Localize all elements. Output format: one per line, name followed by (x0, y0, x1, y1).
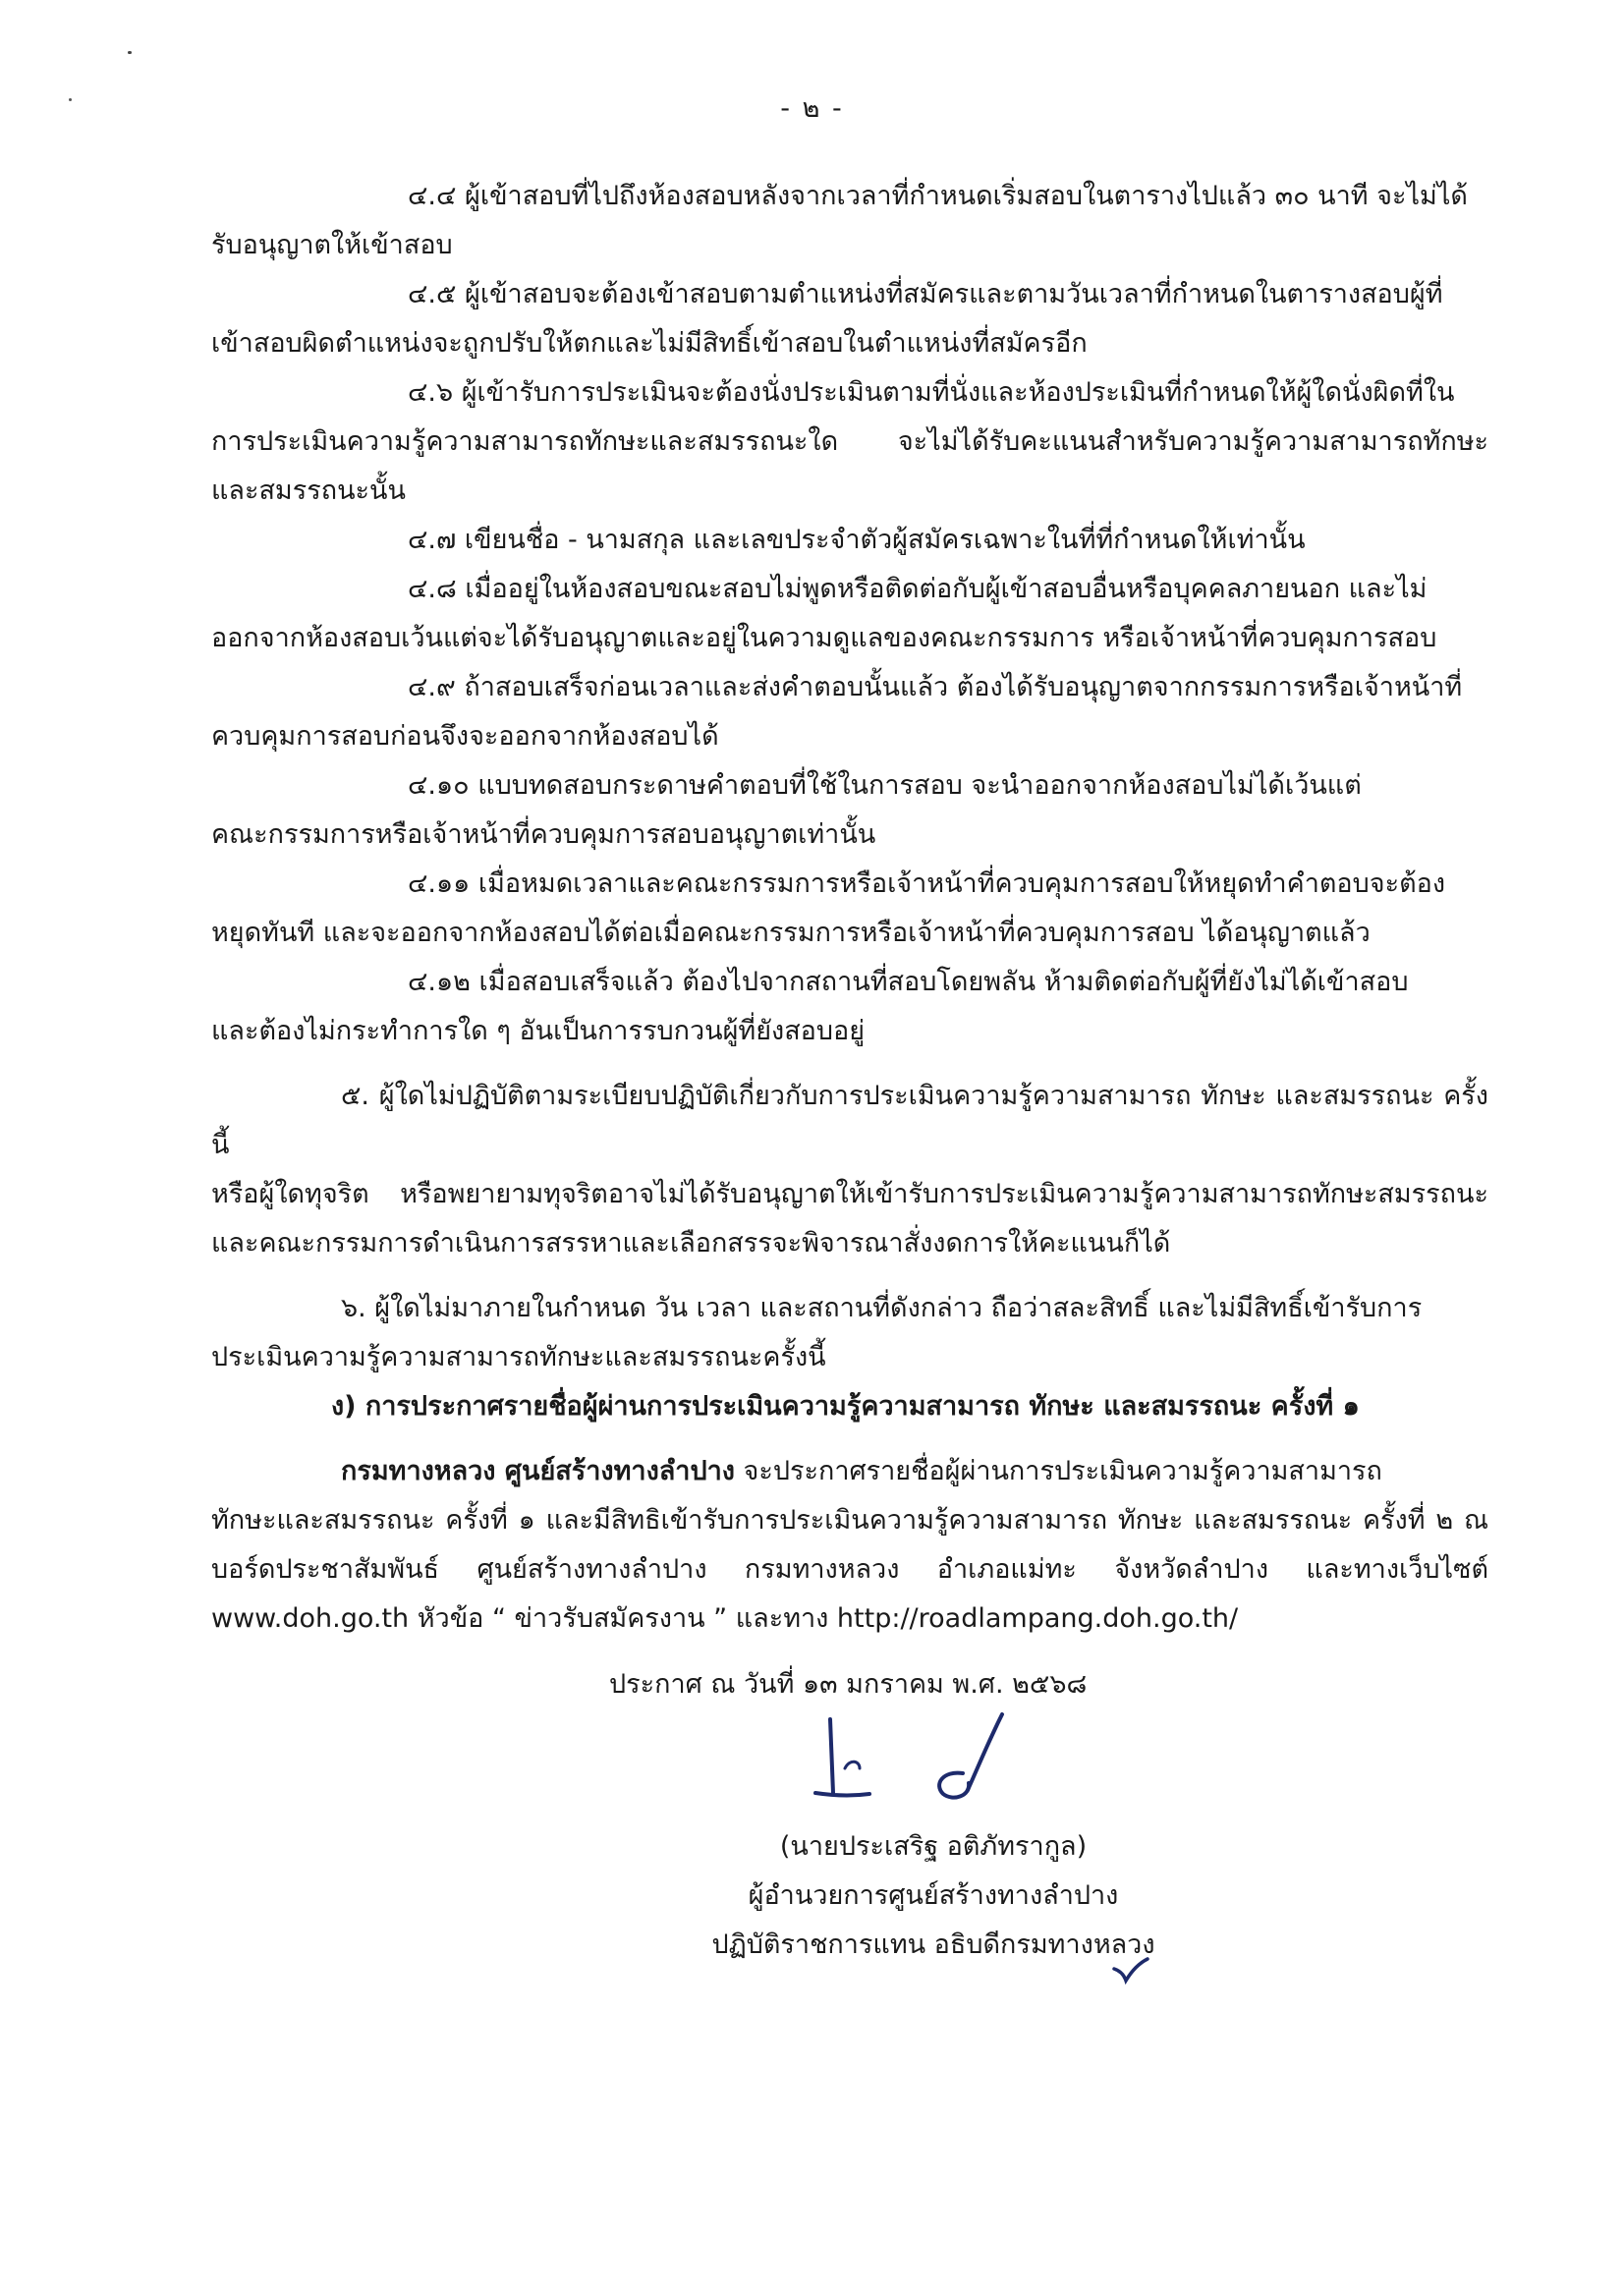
section-first-line: ๖. ผู้ใดไม่มาภายในกำหนด วัน เวลา และสถานที่ดังกล่าว ถือว่าสละสิทธิ์ และไม่มีสิทธิ์เข้ารับการ (341, 1293, 1423, 1323)
initial-mark-icon (1110, 1955, 1149, 1985)
rule-continuation: หยุดทันที และจะออกจากห้องสอบได้ต่อเมื่อคณะกรรมการหรือเจ้าหน้าที่ควบคุมการสอบ ได้อนุญาตแล้ว (211, 918, 1371, 948)
rule-first-line: ๔.๘ เมื่ออยู่ในห้องสอบขณะสอบไม่พูดหรือติดต่อกับผู้เข้าสอบอื่นหรือบุคคลภายนอก และไม่ (408, 574, 1428, 604)
rule-4-11 (211, 860, 1488, 958)
rule-first-line: ๔.๑๒ เมื่อสอบเสร็จแล้ว ต้องไปจากสถานที่สอบโดยพลัน ห้ามติดต่อกับผู้ที่ยังไม่ได้เข้าสอบ (408, 967, 1409, 997)
rule-4-10 (211, 761, 1488, 860)
announcement-date: ประกาศ ณ วันที่ ๑๓ มกราคม พ.ศ. ๒๕๖๘ (609, 1669, 1088, 1700)
rule-continuation: การประเมินความรู้ความสามารถทักษะและสมรรถนะใด จะไม่ได้รับคะแนนสำหรับความรู้ความสามารถทักษะ และสมรรถนะนั้น (211, 426, 1488, 506)
scan-speck (128, 51, 132, 54)
handwritten-signature (806, 1700, 1022, 1818)
signatory-position: ผู้อำนวยการศูนย์สร้างทางลำปาง (748, 1880, 1119, 1911)
announcement-paragraph (211, 1447, 1488, 1644)
rule-first-line: ๔.๑๐ แบบทดสอบกระดาษคำตอบที่ใช้ในการสอบ จะนำออกจากห้องสอบไม่ได้เว้นแต่ (408, 770, 1362, 801)
rule-continuation: คณะกรรมการหรือเจ้าหน้าที่ควบคุมการสอบอนุญาตเท่านั้น (211, 819, 876, 850)
rule-first-line: ๔.๑๑ เมื่อหมดเวลาและคณะกรรมการหรือเจ้าหน้าที่ควบคุมการสอบให้หยุดทำคำตอบจะต้อง (408, 868, 1446, 899)
document-body (211, 172, 1488, 1644)
section-6 (211, 1284, 1488, 1382)
rule-first-line: ๔.๔ ผู้เข้าสอบที่ไปถึงห้องสอบหลังจากเวลาที่กำหนดเริ่มสอบในตารางไปแล้ว ๓๐ นาที จะไม่ได้ (408, 181, 1468, 211)
announcement-continuation: ทักษะและสมรรถนะ ครั้งที่ ๑ และมีสิทธิเข้ารับการประเมินความรู้ความสามารถ ทักษะ และสมรรถนะ ครั้งที่ ๒ ณ บอร์ดประชาสัมพันธ์ ศูนย์สร้างทางลำปาง กรมทางหลวง อำเภอแม่ทะ จังหวัดลำปาง และทางเว็บไซต์ www.doh.go.th หัวข้อ “ ข่าวรับสมัครงาน ” และทาง http://roadlampang.doh.go.th/ (211, 1505, 1488, 1634)
organization-name: กรมทางหลวง ศูนย์สร้างทางลำปาง (341, 1456, 735, 1486)
signatory-acting: ปฏิบัติราชการแทน อธิบดีกรมทางหลวง (711, 1929, 1155, 1960)
rule-continuation: และต้องไม่กระทำการใด ๆ อันเป็นการรบกวนผู้ที่ยังสอบอยู่ (211, 1016, 866, 1046)
announcement-first-rest: จะประกาศรายชื่อผู้ผ่านการประเมินความรู้ความสามารถ (734, 1456, 1382, 1486)
rule-4-6 (211, 368, 1488, 516)
rule-4-9 (211, 663, 1488, 761)
rule-4-5 (211, 270, 1488, 368)
rule-first-line: ๔.๗ เขียนชื่อ - นามสกุล และเลขประจำตัวผู้สมัครเฉพาะในที่ที่กำหนดให้เท่านั้น (408, 525, 1306, 555)
section-heading-ng: ง) การประกาศรายชื่อผู้ผ่านการประเมินความรู้ความสามารถ ทักษะ และสมรรถนะ ครั้งที่ ๑ (331, 1391, 1360, 1422)
rule-continuation: ควบคุมการสอบก่อนจึงจะออกจากห้องสอบได้ (211, 721, 719, 752)
rule-continuation: รับอนุญาตให้เข้าสอบ (211, 230, 453, 260)
rule-first-line: ๔.๕ ผู้เข้าสอบจะต้องเข้าสอบตามตำแหน่งที่สมัครและตามวันเวลาที่กำหนดในตารางสอบผู้ที่ (408, 279, 1443, 309)
signatory-name: (นายประเสริฐ อติภัทรากูล) (779, 1831, 1088, 1862)
rule-4-4 (211, 172, 1488, 270)
rule-continuation: เข้าสอบผิดตำแหน่งจะถูกปรับให้ตกและไม่มีสิทธิ์เข้าสอบในตำแหน่งที่สมัครอีก (211, 328, 1088, 359)
rule-4-12 (211, 958, 1488, 1056)
rule-4-8 (211, 565, 1488, 663)
rule-first-line: ๔.๖ ผู้เข้ารับการประเมินจะต้องนั่งประเมินตามที่นั่งและห้องประเมินที่กำหนดให้ผู้ใดนั่งผิดที่ใน (408, 377, 1455, 408)
rule-continuation: ออกจากห้องสอบเว้นแต่จะได้รับอนุญาตและอยู่ในความดูแลของคณะกรรมการ หรือเจ้าหน้าที่ควบคุมการสอบ (211, 623, 1437, 653)
rule-4-7 (211, 516, 1488, 565)
section-continuation: หรือผู้ใดทุจริต หรือพยายามทุจริตอาจไม่ได้รับอนุญาตให้เข้ารับการประเมินความรู้ความสามารถทักษะสมรรถนะ และคณะกรรมการดำเนินการสรรหาและเลือกสรรจะพิจารณาสั่งงดการให้คะแนนก็ได้ (211, 1179, 1488, 1258)
signatory-block (688, 1822, 1179, 1970)
announcement-first-line (211, 1447, 1488, 1496)
section-first-line: ๕. ผู้ใดไม่ปฏิบัติตามระเบียบปฏิบัติเกี่ยวกับการประเมินความรู้ความสามารถ ทักษะ และสมรรถนะ ครั้งนี้ (211, 1081, 1488, 1160)
section-5 (211, 1072, 1488, 1268)
page-number: - ๒ - (780, 93, 844, 124)
section-continuation: ประเมินความรู้ความสามารถทักษะและสมรรถนะครั้งนี้ (211, 1342, 826, 1372)
rule-first-line: ๔.๙ ถ้าสอบเสร็จก่อนเวลาและส่งคำตอบนั้นแล้ว ต้องได้รับอนุญาตจากกรรมการหรือเจ้าหน้าที่ (408, 672, 1463, 702)
